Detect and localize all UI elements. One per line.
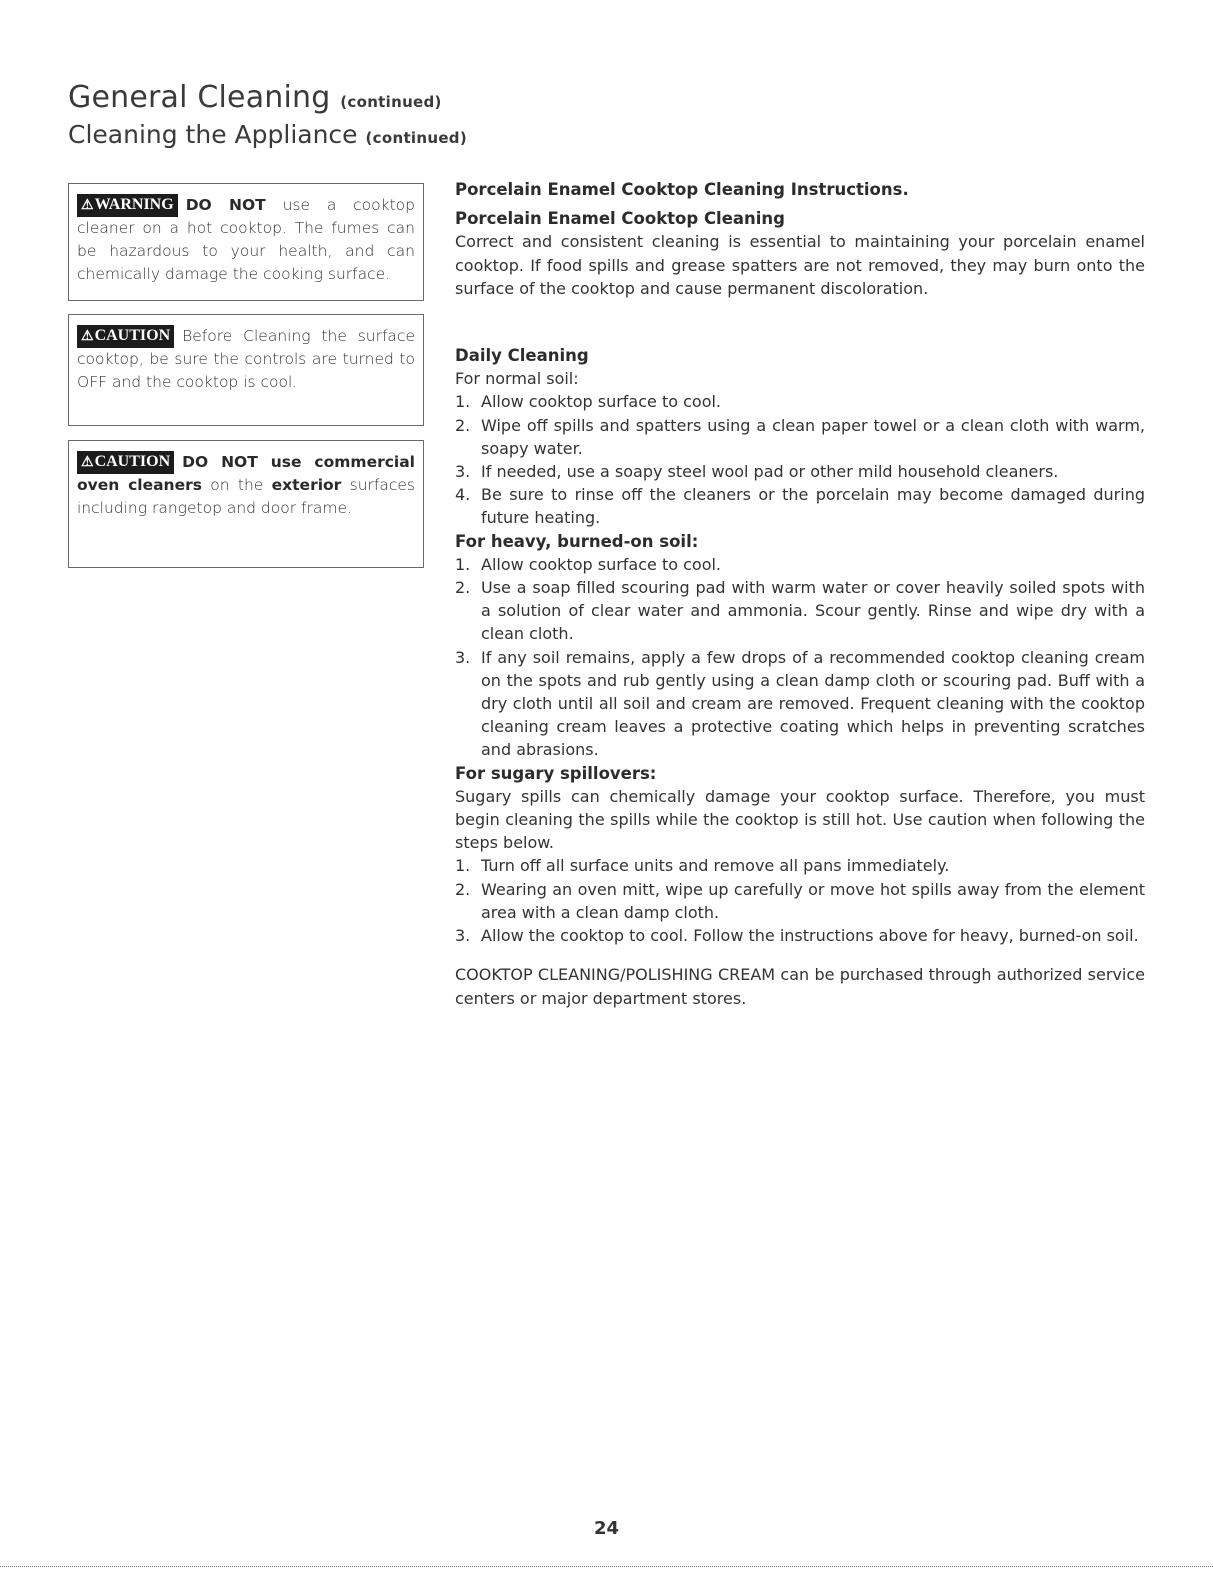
sugary-lead: Sugary spills can chemically damage your cooktop surface. Therefore, you must begin cleaning the spills while the cooktop is still hot. Use caution when following the steps below.: [455, 786, 1145, 853]
heavy-soil-steps: [455, 553, 1145, 762]
step-text: Wipe off spills and spatters using a clean paper towel or a clean cloth with warm, soapy water.: [481, 415, 1145, 458]
page-number: 24: [593, 1518, 620, 1539]
caution-label: CAUTION: [94, 327, 171, 344]
step-number: 3.: [455, 926, 471, 946]
step-text: Be sure to rinse off the cleaners or the porcelain may become damaged during future heating.: [481, 485, 1145, 528]
step-number: 4.: [455, 485, 471, 505]
sugary-spillovers-title: For sugary spillovers:: [455, 763, 657, 783]
caution-lead: DO NOT use commercial oven cleaners: [77, 453, 415, 494]
daily-lead: For normal soil:: [455, 369, 579, 389]
subtitle-text: Cleaning the Appliance: [68, 120, 358, 149]
step-text: If any soil remains, apply a few drops of a recommended cooktop cleaning cream on the spots and rub gently using a clean damp cloth or scouring pad. Buff with a dry cloth until all soil and cream are removed. Frequent cleaning with the cooktop cleaning cream leaves a protective coating which helps in preventing scratches and abrasions.: [481, 647, 1145, 760]
page-title: [68, 80, 442, 115]
list-item: [455, 576, 1145, 646]
caution-box-controls: [68, 314, 424, 426]
caution-signal: [77, 451, 174, 474]
step-number: 3.: [455, 462, 471, 482]
caution-triangle-icon: ⚠: [81, 455, 94, 470]
list-item: [455, 483, 1145, 529]
title-text: General Cleaning: [68, 80, 331, 115]
warning-box: [68, 183, 424, 301]
cream-purchase-note: COOKTOP CLEANING/POLISHING CREAM can be purchased through authorized service centers or major department stores.: [455, 965, 1145, 1008]
section-heading: Porcelain Enamel Cooktop Cleaning Instructions.: [455, 180, 909, 199]
warning-triangle-icon: ⚠: [81, 198, 94, 213]
caution-box-oven-cleaners: [68, 440, 424, 568]
daily-cleaning-title: Daily Cleaning: [455, 346, 589, 366]
warning-label: WARNING: [94, 196, 174, 213]
step-number: 2.: [455, 879, 471, 899]
step-text: Allow cooktop surface to cool.: [481, 392, 722, 412]
step-text: If needed, use a soapy steel wool pad or other mild household cleaners.: [481, 462, 1059, 482]
warning-signal: [77, 194, 178, 217]
step-number: 1.: [455, 554, 471, 574]
list-item: [455, 390, 1145, 413]
step-text: Allow cooktop surface to cool.: [481, 554, 722, 574]
bottom-divider: [0, 1566, 1213, 1567]
step-text: Allow the cooktop to cool. Follow the instructions above for heavy, burned-on soil.: [481, 926, 1139, 946]
list-item: [455, 414, 1145, 460]
list-item: [455, 878, 1145, 924]
caution-exterior: exterior: [271, 476, 342, 494]
caution-text: Before Cleaning the surface cooktop, be sure the controls are turned to OFF and the cooktop is cool.: [77, 327, 415, 391]
instructions-column: [455, 178, 1145, 1010]
list-item: [455, 924, 1145, 947]
list-item: [455, 460, 1145, 483]
step-number: 1.: [455, 856, 471, 876]
list-item: [455, 854, 1145, 877]
section-subheading: Porcelain Enamel Cooktop Cleaning: [455, 209, 785, 229]
caution-signal: [77, 325, 174, 348]
warning-lead: DO NOT: [185, 196, 266, 214]
caution-label: CAUTION: [94, 453, 171, 470]
step-text: Turn off all surface units and remove all pans immediately.: [481, 856, 950, 876]
step-number: 2.: [455, 415, 471, 435]
daily-steps: [455, 390, 1145, 529]
page-subtitle: [68, 120, 467, 149]
sugary-steps: [455, 854, 1145, 947]
caution-text: surfaces including rangetop and door frame.: [77, 476, 415, 517]
heavy-soil-title: For heavy, burned-on soil:: [455, 531, 699, 551]
caution-mid: on the: [201, 476, 272, 494]
step-number: 3.: [455, 647, 471, 667]
step-text: Use a soap filled scouring pad with warm water or cover heavily soiled spots with a solution of clear water and ammonia. Scour gently. Rinse and wipe dry with a clean cloth.: [481, 578, 1145, 644]
title-continued: (continued): [340, 93, 442, 111]
subtitle-continued: (continued): [365, 129, 467, 147]
list-item: [455, 553, 1145, 576]
list-item: [455, 646, 1145, 762]
warning-text: use a cooktop cleaner on a hot cooktop. The fumes can be hazardous to your health, and can chemically damage the cooking surface.: [77, 196, 415, 283]
intro-paragraph: Correct and consistent cleaning is essential to maintaining your porcelain enamel cooktop. If food spills and grease spatters are not removed, they may burn onto the surface of the cooktop and cause permanent discoloration.: [455, 232, 1145, 298]
step-number: 2.: [455, 578, 471, 598]
step-text: Wearing an oven mitt, wipe up carefully or move hot spills away from the element area with a clean damp cloth.: [481, 879, 1145, 922]
caution-triangle-icon: ⚠: [81, 329, 94, 344]
step-number: 1.: [455, 392, 471, 412]
